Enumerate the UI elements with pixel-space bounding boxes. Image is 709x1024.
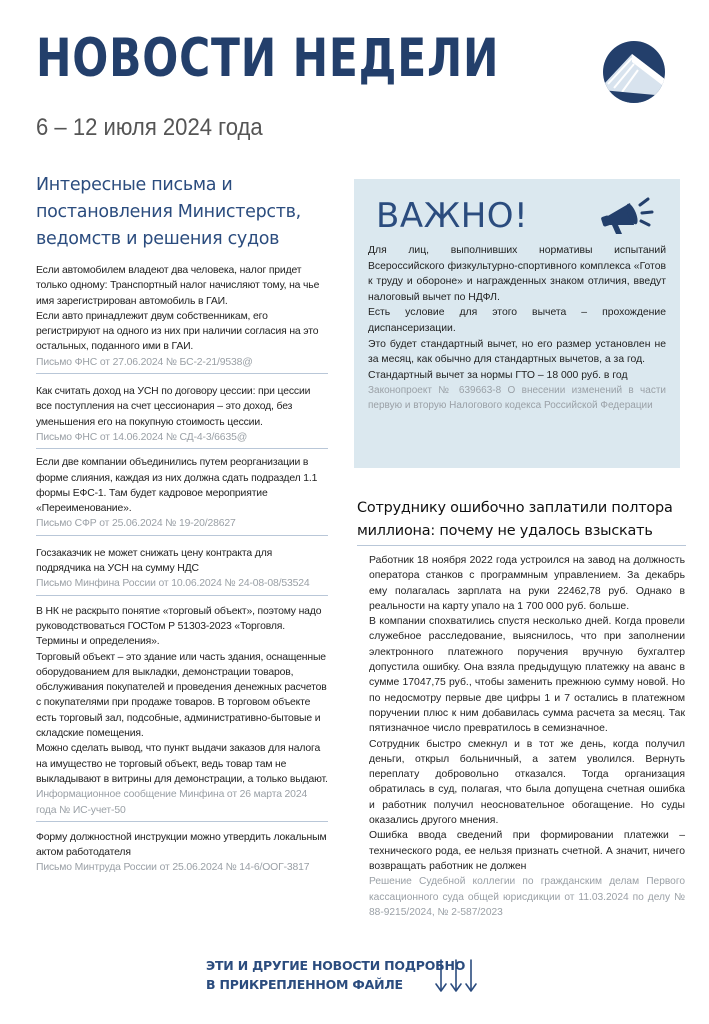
important-text: Для лиц, выполнивших нормативы испытаний Всероссийского физкультурно-спортивного комплекса «Готов к труду и обороне» и награжденных знаком отличия, введут налоговый вычет по НДФЛ. <box>368 245 666 303</box>
news-item-vehicle-tax <box>36 263 328 374</box>
section-heading: Интересные письма и постановления Министерств, ведомств и решения судов <box>36 175 301 249</box>
story-source: Решение Судебной коллегии по гражданским делам Первого кассационного суда общей юрисдикции от 11.03.2024 по делу № 88-9215/2024, № 2-587/2023 <box>369 876 685 918</box>
news-item-job-description <box>36 830 328 879</box>
story-body <box>369 553 685 920</box>
story-text: В компании спохватились спустя несколько дней. Когда провели служебное расследование, выяснилось, что при заполнении электронного платежного поручения вручную бухгалтер допустила ошибку. Она взяла предыдущую платежку на аванс в сумме 17047,75 руб., чтобы заменить прежнюю сумму новой. Но по недосмотру первые две цифры 1 и 7 остались в платежном поручении плюс к ним добавилась сумма расчета за месяц. Так пятизначное число превратилось в семизначное. <box>369 616 685 735</box>
cta-line: ЭТИ И ДРУГИЕ НОВОСТИ ПОДРОБНО <box>206 958 466 973</box>
story-text: Сотрудник быстро смекнул и в тот же день, когда получил деньги, открыл больничный, а затем уволился. Вернуть переплату добровольно отказался. Тогда организация обратилась в суд, полагая, что была допущена счетная ошибка и работник получил неосновательное обогащение. Но суды оказались другого мнения. <box>369 738 685 827</box>
news-text: Если две компании объединились путем реорганизации в форме слияния, каждая из них должна сдать подраздел 1.1 формы ЕФС-1. Там будет кадровое мероприятие «Переименование». <box>36 457 318 515</box>
page-title: НОВОСТИ НЕДЕЛИ <box>36 28 500 89</box>
news-source: Информационное сообщение Минфина от 26 марта 2024 года № ИС-учет-50 <box>36 789 308 816</box>
left-column <box>36 172 328 879</box>
news-item-contract-price <box>36 546 328 596</box>
news-source: Письмо Минтруда России от 25.06.2024 № 14-6/ООГ-3817 <box>36 862 310 874</box>
news-text: Если авто принадлежит двум собственникам, его регистрируют на одного из них при наличии согласия на это остальных, поданного ими в ГАИ. <box>36 310 319 353</box>
down-arrows-icon <box>434 958 478 994</box>
important-text: Есть условие для этого вычета – прохождение диспансеризации. <box>368 307 666 334</box>
important-title: ВАЖНО! <box>376 196 529 236</box>
news-text: Как считать доход на УСН по договору цессии: при цессии все поступления на счет цессионария – это доход, без уменьшения его на покупную стоимость цессии. <box>36 386 311 428</box>
story-text: Ошибка ввода сведений при формировании платежки – технического рода, ее нельзя признать счетной. А значит, ничего возвращать работник не должен <box>369 830 685 872</box>
cta-line: В ПРИКРЕПЛЕННОМ ФАЙЛЕ <box>206 977 403 992</box>
important-panel <box>354 179 680 468</box>
story-title: Сотруднику ошибочно заплатили полтора миллиона: почему не удалось взыскать <box>357 500 673 539</box>
important-source: Законопроект № 639663-8 О внесении изменений в части первую и вторую Налогового кодекса Российской Федерации <box>368 385 666 412</box>
megaphone-icon <box>600 195 658 235</box>
news-text: В НК не раскрыто понятие «торговый объект», поэтому надо руководствоваться ГОСТом Р 51303-2023 «Торговля. Термины и определения». <box>36 605 322 648</box>
news-source: Письмо Минфина России от 10.06.2024 № 24-08-08/53524 <box>36 578 310 590</box>
news-text: Госзаказчик не может снижать цену контракта для подрядчика на УСН на сумму НДС <box>36 547 273 575</box>
news-text: Форму должностной инструкции можно утвердить локальным актом работодателя <box>36 831 327 859</box>
news-source: Письмо ФНС от 14.06.2024 № СД-4-3/6635@ <box>36 431 248 443</box>
important-body <box>368 243 666 413</box>
news-source: Письмо СФР от 25.06.2024 № 19-20/28627 <box>36 518 236 530</box>
news-text: Торговый объект – это здание или часть здания, оснащенные оборудованием для выкладки, демонстрации товаров, обслуживания покупателей и проведения денежных расчетов с покупателями при продаже товаров. В торговом объекте есть торговый зал, подсобные, административно-бытовые и складские помещения. <box>36 651 327 740</box>
story-divider <box>357 545 686 546</box>
news-item-reorganization <box>36 455 328 535</box>
mountain-logo-icon <box>602 40 666 104</box>
story-text: Работник 18 ноября 2022 года устроился на завод на должность оператора станков с программным управлением. За декабрь ему полагалась зарплата на руки 22462,78 руб. Однако в реальности на карту упало на 1 700 000 руб. больше. <box>369 555 685 612</box>
news-text: Можно сделать вывод, что пункт выдачи заказов для налога на имущество не торговый объект, ведь товар там не выкладывают в витрины для демонстрации, а только выдают. <box>36 743 328 785</box>
news-source: Письмо ФНС от 27.06.2024 № БС-2-21/9538@ <box>36 356 253 368</box>
news-item-trade-object <box>36 604 328 822</box>
important-text: Стандартный вычет за нормы ГТО – 18 000 руб. в год <box>368 369 628 381</box>
news-text: Если автомобилем владеют два человека, налог придет только одному: Транспортный налог начисляют тому, на чье имя зарегистрирован автомобиль в ГАИ. <box>36 265 320 307</box>
date-range: 6 – 12 июля 2024 года <box>36 114 263 141</box>
footer-call-to-action <box>206 956 465 994</box>
news-item-usn-cession <box>36 384 328 449</box>
important-text: Это будет стандартный вычет, но его размер установлен не за месяц, как обычно для стандартных вычетов, а за год. <box>368 338 666 366</box>
